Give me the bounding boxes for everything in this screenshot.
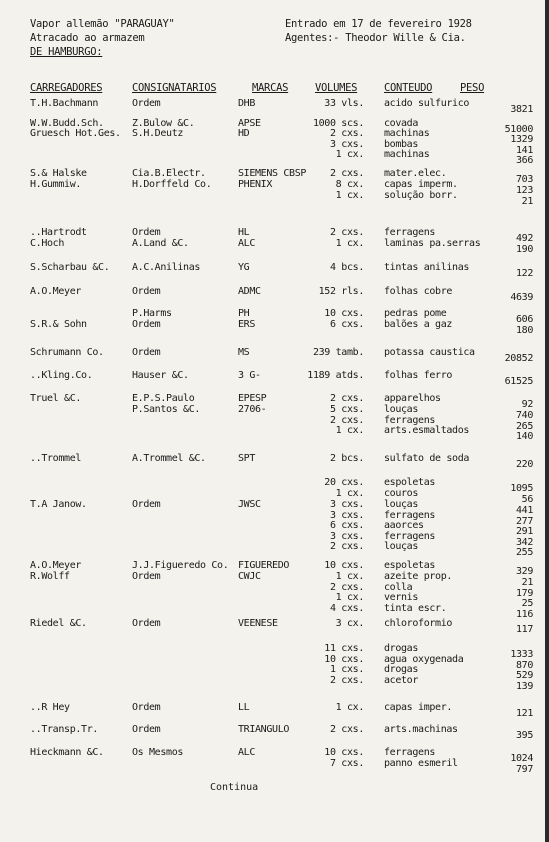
marks-cell: ALC xyxy=(238,747,256,758)
consignee-cell: A.Land &C. xyxy=(132,238,189,249)
content-cell: mater.elec. xyxy=(384,168,447,179)
content-cell: agua oxygenada xyxy=(384,653,464,665)
weight-cell: 265 xyxy=(515,420,533,432)
marks-cell: DHB xyxy=(238,98,256,109)
content-cell: arts.machinas xyxy=(384,724,458,735)
volume-cell: 4 cxs. xyxy=(329,602,364,614)
content-cell: covada xyxy=(384,118,419,129)
consignee-cell: Os Mesmos xyxy=(132,747,184,758)
weight-cell: 25 xyxy=(521,598,533,609)
shipper-cell: A.O.Meyer xyxy=(30,560,82,571)
consignee-cell: Ordem xyxy=(132,702,161,713)
shipper-cell: S.& Halske xyxy=(30,168,87,179)
weight-cell: 51000 xyxy=(504,124,533,135)
marks-cell: SPT xyxy=(238,453,256,464)
shipper-cell: S.Scharbau &C. xyxy=(30,262,110,273)
marks-cell: SIEMENS CBSP xyxy=(238,168,307,179)
weight-cell: 20852 xyxy=(504,353,533,364)
content-cell: louças xyxy=(384,499,419,510)
weight-cell: 179 xyxy=(515,587,533,599)
weight-cell: 703 xyxy=(515,174,533,185)
shipper-cell: H.Gummiw. xyxy=(30,179,82,190)
weight-cell: 121 xyxy=(515,708,533,719)
content-cell: folhas ferro xyxy=(384,370,453,381)
volume-cell: 3 cxs. xyxy=(329,530,364,542)
volume-cell: 2 cxs. xyxy=(329,674,364,686)
content-cell: ferragens xyxy=(384,747,436,758)
volume-cell: 2 cxs. xyxy=(329,227,364,238)
weight-cell: 117 xyxy=(515,624,533,635)
consignee-cell: Ordem xyxy=(132,227,161,238)
volume-cell: 11 cxs. xyxy=(324,643,364,654)
weight-cell: 122 xyxy=(515,268,533,279)
weight-cell: 1095 xyxy=(510,483,533,494)
berth-line: Atracado ao armazem xyxy=(30,32,145,44)
content-cell: acido sulfurico xyxy=(384,98,470,109)
content-cell: couros xyxy=(384,487,419,499)
weight-cell: 1329 xyxy=(510,134,533,145)
volume-cell: 1 cx. xyxy=(335,592,364,603)
volume-cell: 4 bcs. xyxy=(329,262,364,273)
weight-cell: 139 xyxy=(515,680,533,692)
volume-cell: 152 rls. xyxy=(318,286,364,297)
shipper-cell: T.A Janow. xyxy=(30,499,87,510)
marks-cell: HD xyxy=(238,128,250,139)
volume-cell: 1 cx. xyxy=(335,571,364,582)
volume-cell: 6 cxs. xyxy=(329,319,364,330)
content-cell: ferragens xyxy=(384,227,436,238)
content-cell: chloroformio xyxy=(384,618,453,629)
agents-line: Agentes:- Theodor Wille & Cia. xyxy=(285,32,466,44)
weight-cell: 140 xyxy=(515,431,533,442)
content-cell: drogas xyxy=(384,643,419,654)
content-cell: espoletas xyxy=(384,560,436,571)
shipper-cell: Gruesch Hot.Ges. xyxy=(30,128,121,139)
weight-cell: 92 xyxy=(521,399,533,410)
content-cell: aaorces xyxy=(384,520,424,531)
shipper-cell: ..Kling.Co. xyxy=(30,370,93,381)
content-cell: azeite prop. xyxy=(384,571,453,582)
marks-cell: 3 G- xyxy=(238,370,261,381)
weight-cell: 329 xyxy=(515,566,533,577)
continued-note: Continua xyxy=(210,782,259,793)
consignee-cell: Ordem xyxy=(132,571,161,582)
weight-cell: 797 xyxy=(515,763,533,775)
content-cell: balões a gaz xyxy=(384,319,453,330)
volume-cell: 10 cxs. xyxy=(324,653,364,665)
content-cell: tintas anilinas xyxy=(384,262,470,273)
shipper-cell: R.Wolff xyxy=(30,571,70,582)
content-cell: machinas xyxy=(384,149,430,160)
col-volumes: VOLUMES xyxy=(315,82,358,94)
content-cell: drogas xyxy=(384,664,419,675)
content-cell: apparelhos xyxy=(384,393,441,404)
volume-cell: 6 cxs. xyxy=(329,520,364,531)
marks-cell: VEENESE xyxy=(238,618,278,629)
consignee-cell: P.Harms xyxy=(132,308,172,319)
volume-cell: 20 cxs. xyxy=(324,477,364,488)
shipper-cell: ..Trommel xyxy=(30,453,82,464)
shipper-cell: ..Hartrodt xyxy=(30,227,87,238)
weight-cell: 529 xyxy=(515,670,533,681)
content-cell: tinta escr. xyxy=(384,602,447,614)
weight-cell: 141 xyxy=(515,144,533,156)
marks-cell: ADMC xyxy=(238,286,261,297)
volume-cell: 2 cxs. xyxy=(329,581,364,593)
volume-cell: 2 cxs. xyxy=(329,168,364,179)
volume-cell: 7 cxs. xyxy=(329,757,364,769)
content-cell: colla xyxy=(384,581,413,593)
content-cell: panno esmeril xyxy=(384,757,458,769)
consignee-cell: Ordem xyxy=(132,286,161,297)
content-cell: capas imperm. xyxy=(384,179,458,190)
consignee-cell: Ordem xyxy=(132,618,161,629)
weight-cell: 606 xyxy=(515,314,533,325)
volume-cell: 2 cxs. xyxy=(329,414,364,426)
content-cell: folhas cobre xyxy=(384,286,453,297)
volume-cell: 1 cxs. xyxy=(329,664,364,675)
col-marks: MARCAS xyxy=(252,82,289,94)
content-cell: capas imper. xyxy=(384,702,453,713)
shipper-cell: Schrumann Co. xyxy=(30,347,104,358)
volume-cell: 1000 scs. xyxy=(312,118,364,129)
col-shippers: CARREGADORES xyxy=(30,82,103,94)
shipper-cell: W.W.Budd.Sch. xyxy=(30,118,104,129)
marks-cell: ERS xyxy=(238,319,256,330)
content-cell: ferragens xyxy=(384,509,436,521)
volume-cell: 1189 atds. xyxy=(307,370,364,381)
marks-cell: PHENIX xyxy=(238,179,273,190)
volume-cell: 1 cx. xyxy=(335,487,364,499)
volume-cell: 2 cxs. xyxy=(329,128,364,139)
scan-edge xyxy=(545,0,549,842)
volume-cell: 3 cxs. xyxy=(329,509,364,521)
shipper-cell: ..R Hey xyxy=(30,702,70,713)
weight-cell: 21 xyxy=(521,195,533,207)
weight-cell: 4639 xyxy=(510,292,533,303)
marks-cell: TRIANGULO xyxy=(238,724,290,735)
weight-cell: 180 xyxy=(515,325,533,336)
consignee-cell: P.Santos &C. xyxy=(132,404,201,415)
shipper-cell: Hieckmann &C. xyxy=(30,747,104,758)
volume-cell: 1 cx. xyxy=(335,189,364,201)
volume-cell: 2 cxs. xyxy=(329,541,364,552)
volume-cell: 2 cxs. xyxy=(329,393,364,404)
consignee-cell: S.H.Deutz xyxy=(132,128,184,139)
weight-cell: 870 xyxy=(515,659,533,671)
col-contents: CONTEUDO xyxy=(384,82,433,94)
consignee-cell: Hauser &C. xyxy=(132,370,189,381)
weight-cell: 21 xyxy=(521,577,533,588)
weight-cell: 395 xyxy=(515,730,533,741)
marks-cell: EPESP xyxy=(238,393,267,404)
volume-cell: 1 cx. xyxy=(335,238,364,249)
weight-cell: 1024 xyxy=(510,753,533,764)
marks-cell: FIGUEREDO xyxy=(238,560,290,571)
shipper-cell: Truel &C. xyxy=(30,393,82,404)
volume-cell: 5 cxs. xyxy=(329,404,364,415)
volume-cell: 10 cxs. xyxy=(324,308,364,319)
content-cell: bombas xyxy=(384,138,419,150)
consignee-cell: Z.Bulow &C. xyxy=(132,118,195,129)
consignee-cell: A.Trommel &C. xyxy=(132,453,206,464)
marks-cell: 2706- xyxy=(238,404,267,415)
marks-cell: APSE xyxy=(238,118,261,129)
volume-cell: 239 tamb. xyxy=(312,347,364,358)
weight-cell: 366 xyxy=(515,155,533,166)
volume-cell: 3 cx. xyxy=(335,618,364,629)
consignee-cell: Ordem xyxy=(132,98,161,109)
volume-cell: 8 cx. xyxy=(335,179,364,190)
weight-cell: 56 xyxy=(521,493,533,505)
col-weight: PESO xyxy=(460,82,485,94)
weight-cell: 61525 xyxy=(504,376,533,387)
marks-cell: ALC xyxy=(238,238,256,249)
weight-cell: 342 xyxy=(515,536,533,548)
volume-cell: 33 vls. xyxy=(324,98,364,109)
consignee-cell: A.C.Anilinas xyxy=(132,262,201,273)
content-cell: sulfato de soda xyxy=(384,453,470,464)
content-cell: arts.esmaltados xyxy=(384,425,470,436)
content-cell: laminas pa.serras xyxy=(384,238,481,249)
consignee-cell: Ordem xyxy=(132,499,161,510)
consignee-cell: Cia.B.Electr. xyxy=(132,168,206,179)
volume-cell: 2 cxs. xyxy=(329,724,364,735)
arrival-line: Entrado em 17 de fevereiro 1928 xyxy=(285,18,472,30)
shipper-cell: ..Transp.Tr. xyxy=(30,724,99,735)
shipper-cell: S.R.& Sohn xyxy=(30,319,87,330)
weight-cell: 255 xyxy=(515,547,533,558)
content-cell: pedras pome xyxy=(384,308,447,319)
marks-cell: YG xyxy=(238,262,250,273)
shipper-cell: A.O.Meyer xyxy=(30,286,82,297)
weight-cell: 220 xyxy=(515,459,533,470)
content-cell: acetor xyxy=(384,674,419,686)
marks-cell: CWJC xyxy=(238,571,261,582)
weight-cell: 123 xyxy=(515,185,533,196)
content-cell: solução borr. xyxy=(384,189,458,201)
weight-cell: 740 xyxy=(515,410,533,421)
weight-cell: 492 xyxy=(515,233,533,244)
content-cell: vernis xyxy=(384,592,419,603)
consignee-cell: Ordem xyxy=(132,319,161,330)
content-cell: potassa caustica xyxy=(384,347,475,358)
marks-cell: HL xyxy=(238,227,250,238)
weight-cell: 291 xyxy=(515,526,533,537)
weight-cell: 190 xyxy=(515,244,533,255)
content-cell: louças xyxy=(384,541,419,552)
content-cell: ferragens xyxy=(384,414,436,426)
shipper-cell: T.H.Bachmann xyxy=(30,98,99,109)
consignee-cell: Ordem xyxy=(132,347,161,358)
marks-cell: LL xyxy=(238,702,250,713)
content-cell: espoletas xyxy=(384,477,436,488)
volume-cell: 3 cxs. xyxy=(329,138,364,150)
weight-cell: 277 xyxy=(515,515,533,527)
col-consignees: CONSIGNATARIOS xyxy=(132,82,217,94)
content-cell: louças xyxy=(384,404,419,415)
volume-cell: 10 cxs. xyxy=(324,747,364,758)
weight-cell: 3821 xyxy=(510,104,533,115)
port-line: DE HAMBURGO: xyxy=(30,46,103,58)
consignee-cell: H.Dorffeld Co. xyxy=(132,179,212,190)
volume-cell: 1 cx. xyxy=(335,425,364,436)
shipper-cell: Riedel &C. xyxy=(30,618,87,629)
volume-cell: 1 cx. xyxy=(335,702,364,713)
marks-cell: JWSC xyxy=(238,499,261,510)
shipper-cell: C.Hoch xyxy=(30,238,65,249)
volume-cell: 1 cx. xyxy=(335,149,364,160)
volume-cell: 10 cxs. xyxy=(324,560,364,571)
ship-name: Vapor allemão "PARAGUAY" xyxy=(30,18,175,30)
consignee-cell: J.J.Figueredo Co. xyxy=(132,560,229,571)
consignee-cell: Ordem xyxy=(132,724,161,735)
content-cell: ferragens xyxy=(384,530,436,542)
weight-cell: 1333 xyxy=(510,649,533,660)
weight-cell: 441 xyxy=(515,505,533,516)
volume-cell: 2 bcs. xyxy=(329,453,364,464)
volume-cell: 3 cxs. xyxy=(329,499,364,510)
consignee-cell: E.P.S.Paulo xyxy=(132,393,195,404)
marks-cell: PH xyxy=(238,308,250,319)
marks-cell: MS xyxy=(238,347,250,358)
content-cell: machinas xyxy=(384,128,430,139)
weight-cell: 116 xyxy=(515,608,533,620)
